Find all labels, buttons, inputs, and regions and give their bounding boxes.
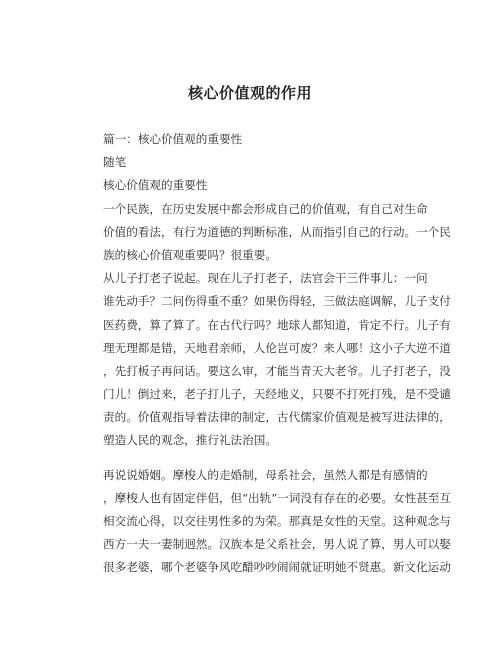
- text-line: 理无理都是错，天地君亲师，人伦岂可废？来人哪！这小子大逆不道: [103, 340, 451, 355]
- paragraph-gap: [103, 453, 403, 464]
- text-line: 价值的看法，有行为道德的判断标准，从而指引自己的行动。一个民: [103, 224, 451, 239]
- document-body: [103, 128, 452, 580]
- text-line: 谁先动手？二问伤得重不重？如果伤得轻，三做法庭调解，儿子支付: [103, 294, 451, 309]
- text-line: 从儿子打老子说起。现在儿子打老子，法官会干三件事儿：一问: [103, 271, 428, 286]
- text-line: 一个民族，在历史发展中都会形成自己的价值观，有自己对生命: [103, 201, 428, 216]
- document-title: 核心价值观的作用: [187, 84, 312, 102]
- text-line: 责的。价值观指导着法律的制定，古代儒家价值观是被写进法律的，: [103, 410, 451, 425]
- text-line: 医药费，算了算了。在古代行吗？地球人都知道，肯定不行。儿子有: [103, 317, 451, 332]
- text-line: 族的核心价值观重要吗？很重要。: [103, 247, 277, 262]
- text-line: 再说说婚姻。摩梭人的走婚制，母系社会，虽然人都是有感情的: [103, 467, 428, 482]
- text-line: ，先打板子再问话。要这么审，才能当青天大老爷。儿子打老子，没: [103, 363, 451, 378]
- text-line: 塑造人民的观念，推行礼法治国。: [103, 433, 277, 448]
- text-line: 很多老婆，哪个老婆争风吃醋吵吵闹闹就证明她不贤惠。新文化运动: [103, 560, 451, 575]
- text-line: 篇一：核心价值观的重要性: [103, 132, 243, 146]
- text-line: ，摩梭人也有固定伴侣，但“出轨”一词没有存在的必要。女性甚至互: [103, 490, 452, 505]
- text-line: 门儿！倒过来，老子打儿子，天经地义，只要不打死打残，是不受谴: [103, 387, 451, 402]
- text-line: 随笔: [103, 155, 127, 170]
- text-line: 核心价值观的重要性: [103, 178, 208, 193]
- text-line: 相交流心得，以交往男性多的为荣。那真是女性的天堂。这种观念与: [103, 514, 451, 528]
- text-line: 西方一夫一妻制迥然。汉族本是父系社会，男人说了算，男人可以娶: [103, 537, 451, 552]
